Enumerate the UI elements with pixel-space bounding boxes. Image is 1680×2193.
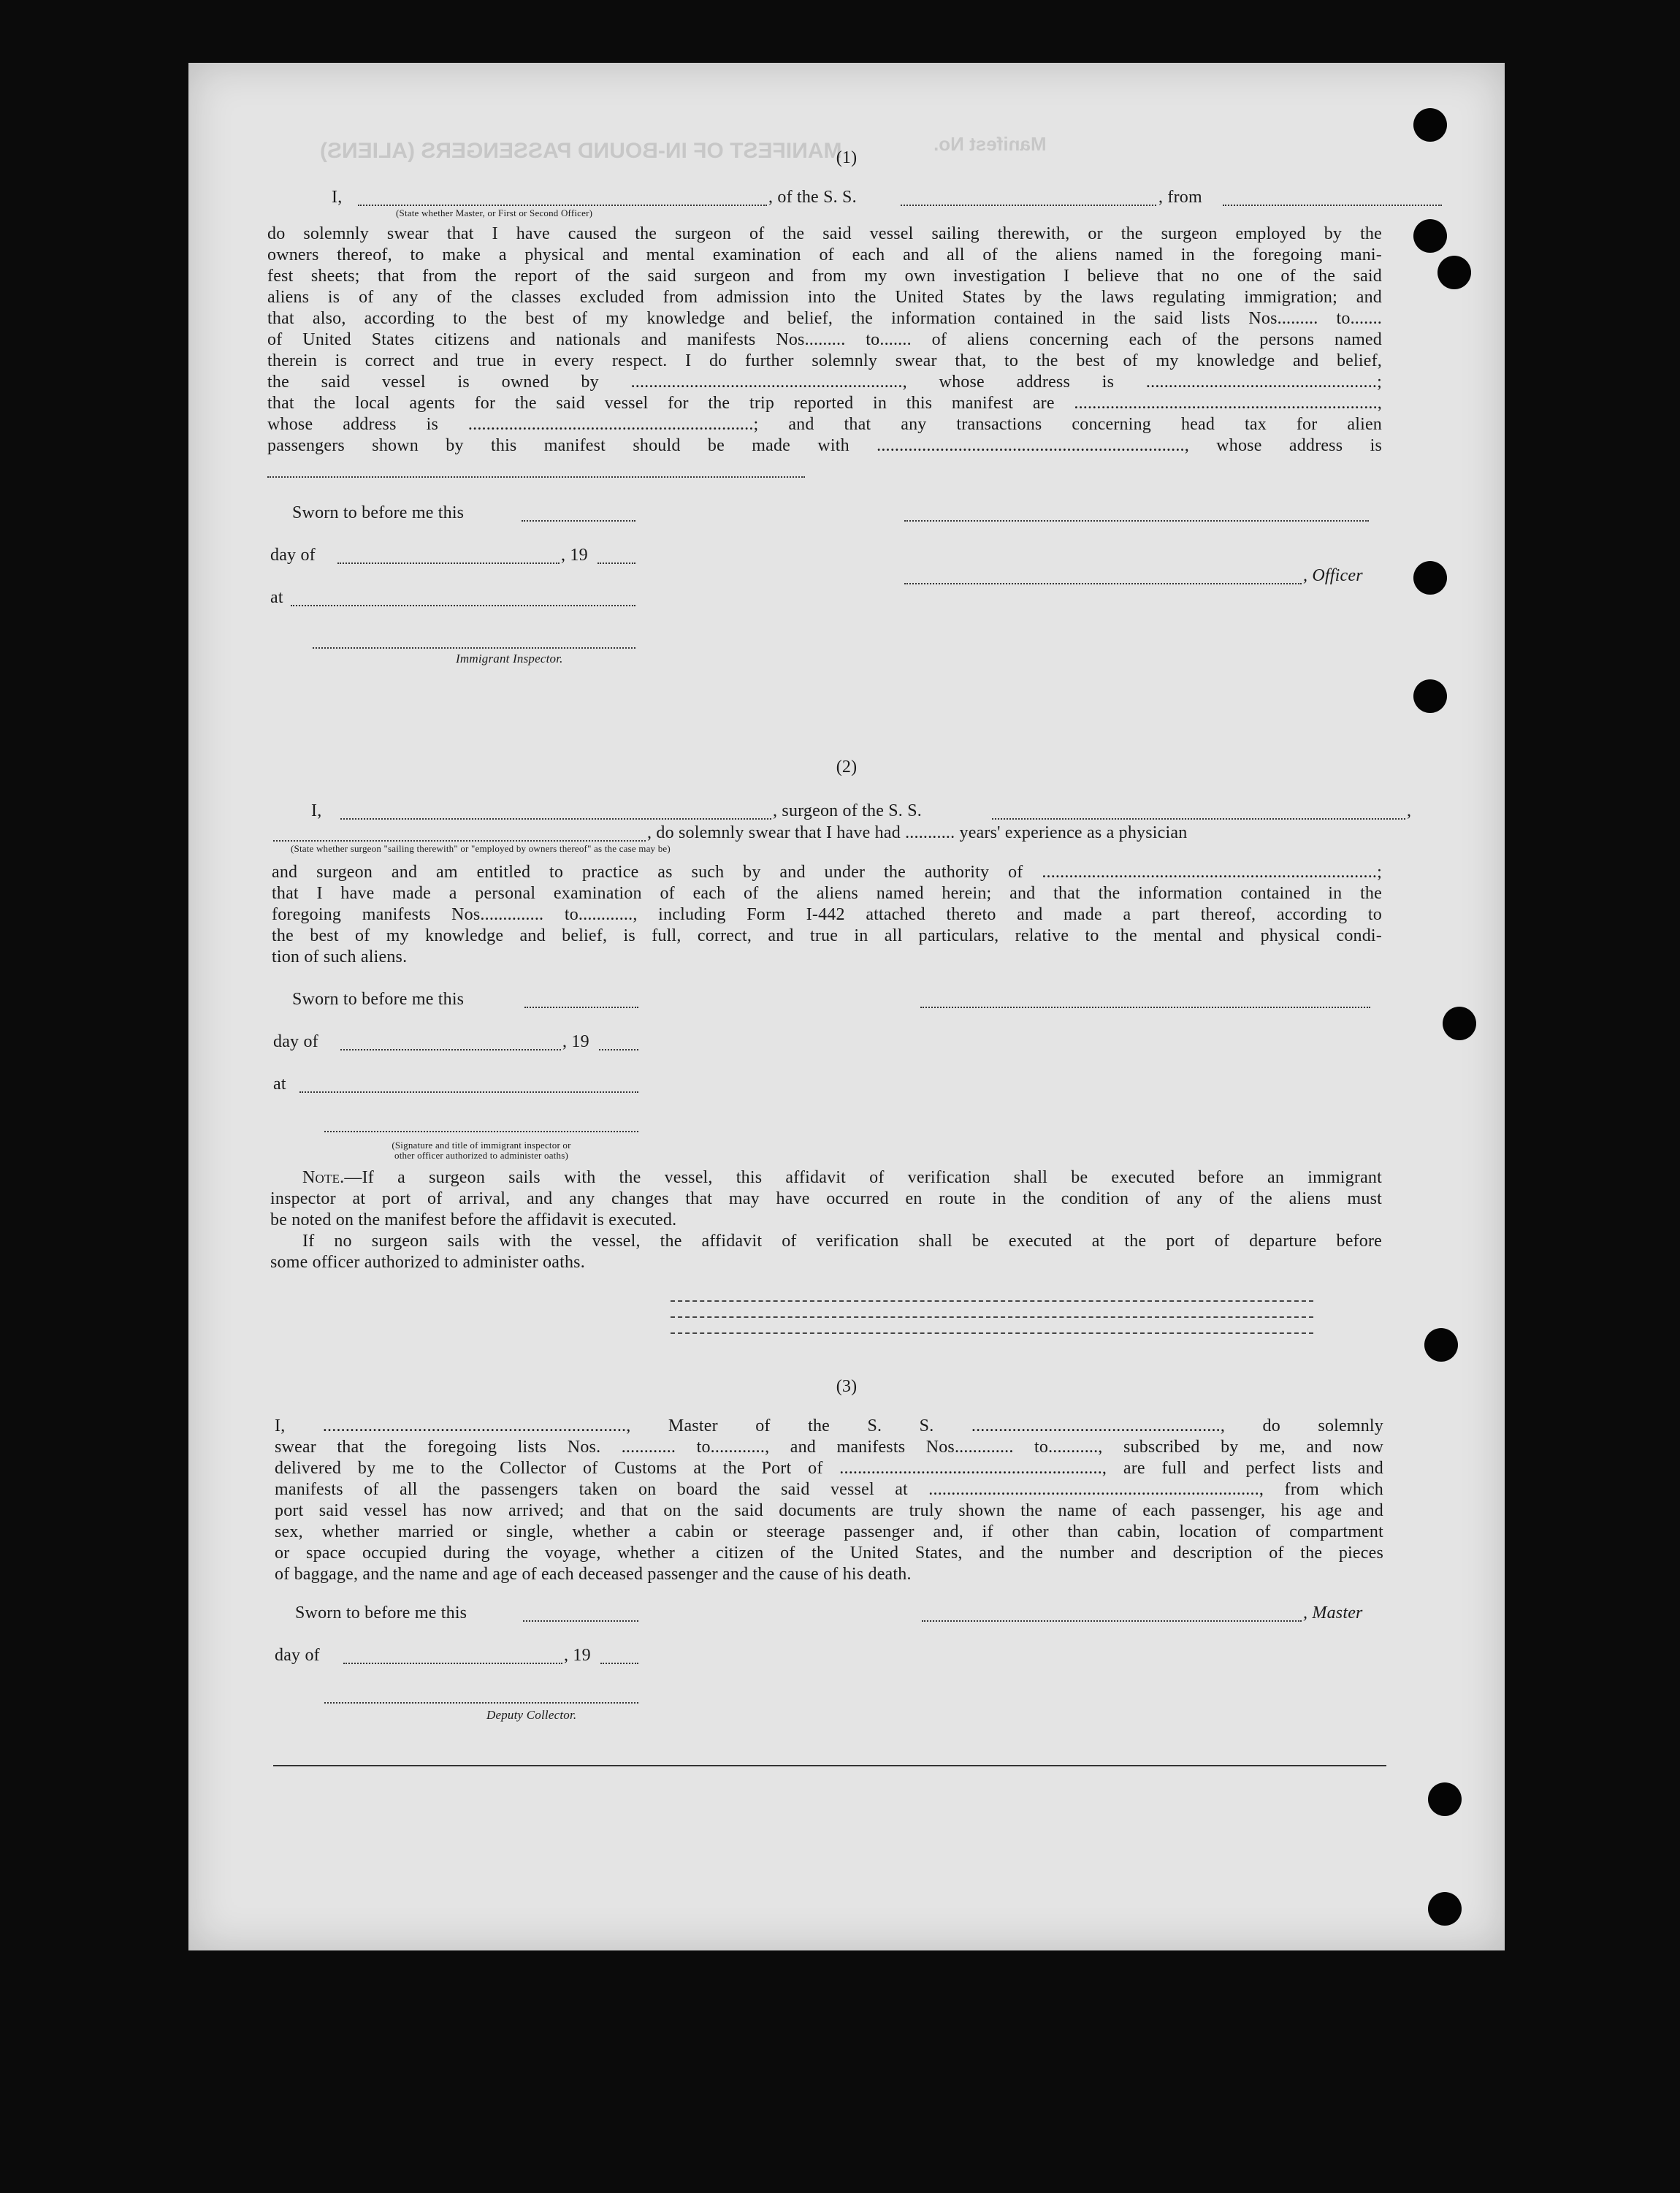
surgeon-signature-blank	[920, 1007, 1370, 1008]
officer-name-line-1	[904, 520, 1369, 522]
section-3-line: port said vessel has now arrived; and that on the said documents are truly shown the name of each passenger, his age and	[275, 1501, 1383, 1520]
section-1-line: do solemnly swear that I have caused the surgeon of the said vessel sailing therewith, or the surgeon employed by the	[267, 224, 1382, 243]
section-3-line: of baggage, and the name and age of each deceased passenger and the cause of his death.	[275, 1565, 912, 1584]
section-1-sworn: Sworn to before me this	[292, 503, 465, 522]
day-blank	[343, 1663, 562, 1664]
section-2-number: (2)	[836, 758, 858, 777]
ghost-manifest-number: Manifest No.	[933, 133, 1047, 155]
section-1-line: that also, according to the best of my knowledge and belief, the information contained in the said lists Nos......... to.......	[267, 309, 1382, 328]
section-2-line: that I have made a personal examination of each of the aliens named herein; and that the information contained in the	[272, 884, 1382, 903]
section-1-line: that the local agents for the said vessel for the trip reported in this manifest are ...................................................................,	[267, 394, 1382, 413]
sworn-date-blank	[523, 1620, 638, 1622]
year-blank	[600, 1663, 638, 1664]
surgeon-vessel-blank	[992, 818, 1405, 820]
section-1-line: passengers shown by this manifest should be made with ...................................................................., whose address is	[267, 436, 1382, 455]
section-1-inspector: Immigrant Inspector.	[456, 652, 563, 665]
bleed-through-rule	[671, 1316, 1313, 1318]
section-2-sworn: Sworn to before me this	[292, 990, 465, 1009]
section-1-line: of United States citizens and nationals and manifests Nos......... to....... of aliens concerning each of the persons named	[267, 330, 1382, 349]
section-1-at: at	[270, 588, 283, 607]
manifest-page	[188, 63, 1505, 1950]
section-3-line: I, ..................................................................., Master of the S. S. ......................................................., do solemnly	[275, 1416, 1383, 1435]
bleed-through-rule	[671, 1332, 1313, 1334]
continuation-blank	[267, 476, 805, 478]
section-3-line: sex, whether married or single, whether a cabin or steerage passenger and, if other than cabin, location of compartment	[275, 1522, 1383, 1541]
section-2-line: the best of my knowledge and belief, is full, correct, and true in all particulars, relative to the mental and physical condi-	[272, 926, 1382, 945]
year-blank	[599, 1049, 638, 1050]
section-2-i: I,	[311, 801, 322, 820]
section-1-line: fest sheets; that from the report of the said surgeon and from my own investigation I believe that no one of the said	[267, 267, 1382, 286]
section-3-number: (3)	[836, 1377, 858, 1396]
section-1-state-note: (State whether Master, or First or Second Officer)	[396, 207, 593, 218]
surgeon-status-blank	[273, 840, 646, 842]
note-line: inspector at port of arrival, and any changes that may have occurred en route in the condition of any of the aliens must	[270, 1189, 1382, 1208]
section-1-day-of: day of	[270, 546, 316, 565]
section-1-line: the said vessel is owned by ............................................................, whose address is ...................................................;	[267, 373, 1382, 392]
year-blank	[597, 562, 635, 564]
binder-hole	[1413, 561, 1447, 595]
day-blank	[337, 562, 560, 564]
section-1-line: whose address is ...............................................................; and that any transactions concerning head tax for alien	[267, 415, 1382, 434]
note-label: Note.	[302, 1168, 345, 1187]
section-3-master: , Master	[1303, 1603, 1363, 1622]
note-line: be noted on the manifest before the affidavit is executed.	[270, 1210, 677, 1229]
section-1-line: owners thereof, to make a physical and mental examination of each and all of the aliens named in the foregoing mani-	[267, 245, 1382, 264]
section-3-line: swear that the foregoing lists Nos. ............ to............, and manifests Nos............. to..........., subscribed by me, and now	[275, 1438, 1383, 1457]
sworn-date-blank	[522, 520, 635, 522]
master-signature-blank	[922, 1620, 1302, 1622]
section-2-line: foregoing manifests Nos.............. to............, including Form I-442 attached thereto and made a part thereof, according to	[272, 905, 1382, 924]
note-line: some officer authorized to administer oaths.	[270, 1253, 585, 1272]
binder-hole	[1428, 1782, 1462, 1816]
bleed-through-rule	[671, 1300, 1313, 1302]
section-2-surgeon-of: , surgeon of the S. S.	[773, 801, 922, 820]
section-3-day-of: day of	[275, 1646, 320, 1665]
section-3-sworn: Sworn to before me this	[295, 1603, 467, 1622]
officer-signature-blank	[324, 1131, 638, 1132]
note-line: If no surgeon sails with the vessel, the affidavit of verification shall be executed at the port of departure before	[302, 1232, 1382, 1251]
binder-hole	[1443, 1007, 1476, 1040]
binder-hole	[1413, 108, 1447, 142]
section-1-i: I,	[332, 188, 343, 207]
at-blank	[291, 605, 635, 606]
officer-name-line-2	[904, 583, 1302, 584]
bottom-rule	[273, 1765, 1386, 1766]
section-2-day-of: day of	[273, 1032, 318, 1051]
section-1-of-ss: , of the S. S.	[768, 188, 857, 207]
binder-hole	[1428, 1892, 1462, 1926]
section-3-line: delivered by me to the Collector of Customs at the Port of .........................................................., are full and perfect lists and	[275, 1459, 1383, 1478]
section-3-line: or space occupied during the voyage, whether a citizen of the United States, and the number and description of the pieces	[275, 1544, 1383, 1563]
surgeon-name-blank	[340, 818, 771, 820]
section-3-line: manifests of all the passengers taken on board the said vessel at ........................................................................., from which	[275, 1480, 1383, 1499]
section-2-comma: ,	[1407, 801, 1412, 820]
section-1-number: (1)	[836, 148, 858, 167]
section-3-year: , 19	[564, 1646, 591, 1665]
officer-name-blank	[358, 205, 767, 206]
at-blank	[299, 1091, 638, 1093]
section-2-line1-tail: , do solemnly swear that I have had ........... years' experience as a physician	[647, 823, 1188, 842]
note-text: —If a surgeon sails with the vessel, this affidavit of verification shall be executed before an immigrant	[344, 1168, 1382, 1187]
section-2-year: , 19	[562, 1032, 589, 1051]
section-3-deputy: Deputy Collector.	[486, 1708, 577, 1722]
section-1-line: aliens is of any of the classes excluded from admission into the United States by the laws regulating immigration; and	[267, 288, 1382, 307]
section-1-year: , 19	[561, 546, 588, 565]
binder-hole	[1437, 256, 1471, 289]
binder-hole	[1413, 679, 1447, 713]
ghost-manifest-title: MANIFEST OF IN-BOUND PASSENGERS (ALIENS)	[320, 139, 842, 163]
section-2-sig-note-2: other officer authorized to administer oaths)	[394, 1150, 568, 1161]
binder-hole	[1413, 219, 1447, 253]
section-1-officer: , Officer	[1303, 566, 1363, 585]
section-2-line: and surgeon and am entitled to practice as such by and under the authority of ..........................................................................;	[272, 863, 1382, 882]
section-1-from: , from	[1158, 188, 1202, 207]
vessel-name-blank	[901, 205, 1156, 206]
sworn-date-blank	[524, 1007, 638, 1008]
section-2-at: at	[273, 1075, 286, 1094]
from-port-blank	[1223, 205, 1442, 206]
note-line	[270, 1167, 1382, 1188]
section-2-sig-note-1: (Signature and title of immigrant inspector or	[392, 1140, 571, 1151]
section-2-line: tion of such aliens.	[272, 947, 408, 966]
deputy-signature-blank	[324, 1702, 638, 1704]
section-1-line: therein is correct and true in every respect. I do further solemnly swear that, to the best of my knowledge and belief,	[267, 351, 1382, 370]
section-2-state-note: (State whether surgeon "sailing therewith" or "employed by owners thereof" as the case may be)	[291, 843, 671, 854]
day-blank	[340, 1049, 561, 1050]
binder-hole	[1424, 1328, 1458, 1362]
